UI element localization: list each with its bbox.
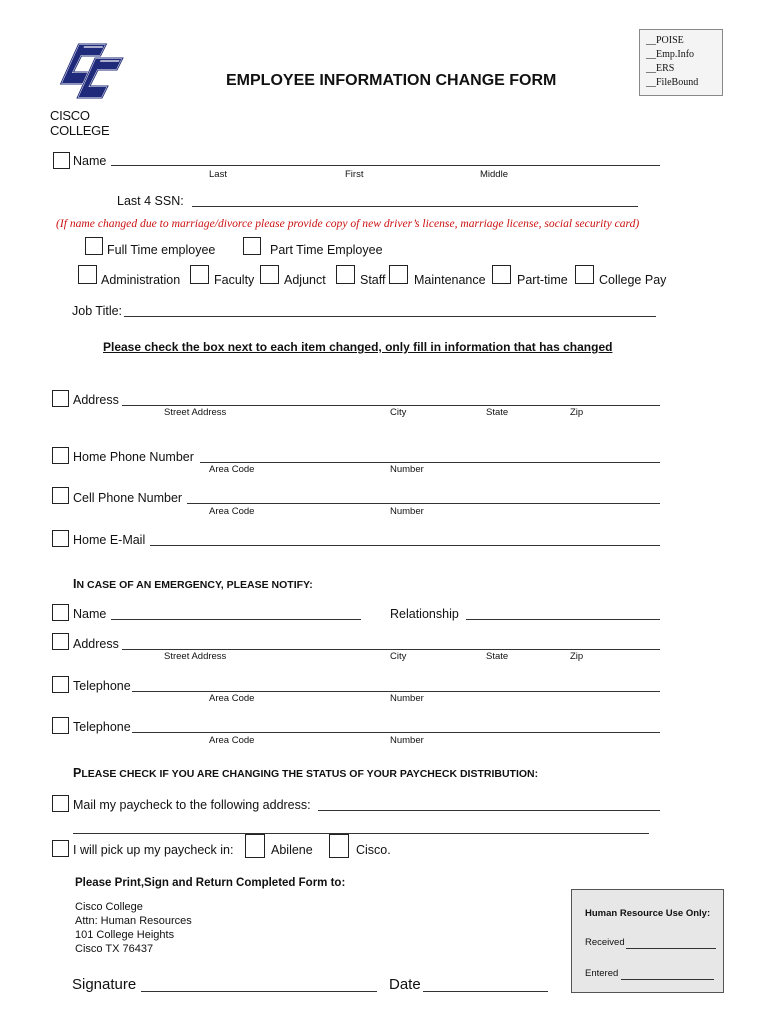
abilene-label: Abilene bbox=[271, 843, 313, 857]
emergency-telephone-1-label: Telephone bbox=[73, 679, 131, 693]
emergency-heading-rest: N CASE OF AN EMERGENCY, PLEASE NOTIFY: bbox=[76, 579, 313, 591]
date-field[interactable] bbox=[423, 991, 548, 992]
emergency-address-checkbox[interactable] bbox=[52, 633, 69, 650]
email-field[interactable] bbox=[150, 545, 660, 546]
routing-filebound: __FileBound bbox=[646, 77, 699, 88]
cell-phone-sub-area-code: Area Code bbox=[209, 506, 255, 517]
return-address-line-3: 101 College Heights bbox=[75, 929, 175, 941]
emergency-telephone-1-sub-number: Number bbox=[390, 693, 424, 704]
hr-received-label: Received bbox=[585, 937, 625, 948]
college-logo bbox=[50, 38, 150, 138]
hr-entered-label: Entered bbox=[585, 968, 619, 979]
part-time-category-label: Part-time bbox=[517, 273, 568, 287]
mail-paycheck-label: Mail my paycheck to the following address: bbox=[73, 798, 311, 812]
emergency-address-label: Address bbox=[73, 637, 119, 651]
name-sub-middle: Middle bbox=[480, 169, 508, 180]
ssn-field[interactable] bbox=[192, 206, 638, 207]
emergency-telephone-2-checkbox[interactable] bbox=[52, 717, 69, 734]
emergency-telephone-2-sub-area-code: Area Code bbox=[209, 735, 255, 746]
adjunct-checkbox[interactable] bbox=[260, 265, 279, 284]
address-field[interactable] bbox=[122, 405, 660, 406]
form-title: EMPLOYEE INFORMATION CHANGE FORM bbox=[226, 72, 557, 89]
emergency-telephone-1-sub-area-code: Area Code bbox=[209, 693, 255, 704]
full-time-label: Full Time employee bbox=[107, 243, 216, 257]
hr-use-box bbox=[571, 889, 724, 993]
mail-paycheck-checkbox[interactable] bbox=[52, 795, 69, 812]
emergency-heading bbox=[73, 576, 313, 592]
cell-phone-label: Cell Phone Number bbox=[73, 491, 183, 505]
email-checkbox[interactable] bbox=[52, 530, 69, 547]
name-sub-last: Last bbox=[209, 169, 227, 180]
mail-paycheck-address-field-2[interactable] bbox=[73, 833, 649, 834]
abilene-checkbox[interactable] bbox=[245, 834, 265, 858]
emergency-address-sub-street: Street Address bbox=[164, 651, 227, 662]
paycheck-heading-initial: P bbox=[73, 766, 82, 780]
administration-checkbox[interactable] bbox=[78, 265, 97, 284]
emergency-heading-initial: I bbox=[73, 577, 77, 591]
hr-received-field[interactable] bbox=[626, 948, 716, 949]
emergency-address-sub-state: State bbox=[486, 651, 509, 662]
address-sub-street: Street Address bbox=[164, 407, 227, 418]
emergency-address-sub-city: City bbox=[390, 651, 407, 662]
address-label: Address bbox=[73, 393, 119, 407]
pickup-paycheck-checkbox[interactable] bbox=[52, 840, 69, 857]
full-time-checkbox[interactable] bbox=[85, 237, 103, 255]
name-label: Name bbox=[73, 154, 107, 168]
part-time-checkbox[interactable] bbox=[243, 237, 261, 255]
hr-use-title: Human Resource Use Only: bbox=[585, 908, 711, 919]
email-label: Home E-Mail bbox=[73, 533, 146, 547]
name-sub-first: First bbox=[345, 169, 364, 180]
return-heading: Please Print,Sign and Return Completed Form to: bbox=[75, 877, 346, 889]
emergency-telephone-2-field[interactable] bbox=[132, 732, 660, 733]
maintenance-checkbox[interactable] bbox=[389, 265, 408, 284]
paycheck-heading bbox=[73, 765, 538, 781]
paycheck-heading-rest: LEASE CHECK IF YOU ARE CHANGING THE STATUS OF YOUR PAYCHECK DISTRIBUTION: bbox=[81, 768, 539, 780]
address-checkbox[interactable] bbox=[52, 390, 69, 407]
emergency-telephone-1-checkbox[interactable] bbox=[52, 676, 69, 693]
name-field[interactable] bbox=[111, 165, 660, 166]
emergency-telephone-2-sub-number: Number bbox=[390, 735, 424, 746]
name-checkbox[interactable] bbox=[53, 152, 70, 169]
faculty-label: Faculty bbox=[214, 273, 255, 287]
emergency-name-field[interactable] bbox=[111, 619, 361, 620]
home-phone-sub-number: Number bbox=[390, 464, 424, 475]
address-sub-state: State bbox=[486, 407, 509, 418]
college-pay-checkbox[interactable] bbox=[575, 265, 594, 284]
return-address bbox=[75, 900, 192, 956]
emergency-telephone-1-field[interactable] bbox=[132, 691, 660, 692]
routing-emp-info: __Emp.Info bbox=[646, 49, 695, 60]
staff-label: Staff bbox=[360, 273, 386, 287]
routing-ers: __ERS bbox=[646, 63, 675, 74]
routing-box bbox=[639, 29, 723, 96]
cisco-checkbox[interactable] bbox=[329, 834, 349, 858]
name-change-notice: (If name changed due to marriage/divorce please provide copy of new driver’s license, marriage license, social security card) bbox=[56, 217, 640, 230]
address-sub-city: City bbox=[390, 407, 407, 418]
maintenance-label: Maintenance bbox=[414, 273, 486, 287]
emergency-address-sub-zip: Zip bbox=[570, 651, 584, 662]
emergency-name-label: Name bbox=[73, 607, 107, 621]
part-time-category-checkbox[interactable] bbox=[492, 265, 511, 284]
part-time-label: Part Time Employee bbox=[270, 243, 383, 257]
staff-checkbox[interactable] bbox=[336, 265, 355, 284]
faculty-checkbox[interactable] bbox=[190, 265, 209, 284]
home-phone-checkbox[interactable] bbox=[52, 447, 69, 464]
home-phone-field[interactable] bbox=[200, 462, 660, 463]
date-label: Date bbox=[389, 976, 421, 993]
routing-poise: __POISE bbox=[646, 35, 684, 46]
pickup-paycheck-label: I will pick up my paycheck in: bbox=[73, 843, 234, 857]
return-address-line-1: Cisco College bbox=[75, 901, 143, 913]
emergency-name-checkbox[interactable] bbox=[52, 604, 69, 621]
cc-logo-graphic bbox=[50, 38, 150, 106]
cell-phone-sub-number: Number bbox=[390, 506, 424, 517]
administration-label: Administration bbox=[101, 273, 181, 287]
signature-field[interactable] bbox=[141, 991, 377, 992]
ssn-label: Last 4 SSN: bbox=[117, 194, 184, 208]
cell-phone-checkbox[interactable] bbox=[52, 487, 69, 504]
instruction-text: Please check the box next to each item changed, only fill in information that has changed bbox=[103, 340, 613, 354]
address-sub-zip: Zip bbox=[570, 407, 584, 418]
emergency-telephone-2-label: Telephone bbox=[73, 720, 131, 734]
mail-paycheck-address-field[interactable] bbox=[318, 810, 660, 811]
home-phone-label: Home Phone Number bbox=[73, 450, 194, 464]
return-address-line-4: Cisco TX 76437 bbox=[75, 943, 154, 955]
cell-phone-field[interactable] bbox=[187, 503, 660, 504]
cisco-label: Cisco. bbox=[356, 843, 391, 857]
relationship-label: Relationship bbox=[390, 607, 459, 621]
college-name: CISCO COLLEGE bbox=[50, 108, 110, 138]
college-pay-label: College Pay bbox=[599, 273, 667, 287]
job-title-field[interactable] bbox=[124, 316, 656, 317]
hr-entered-field[interactable] bbox=[621, 979, 714, 980]
adjunct-label: Adjunct bbox=[284, 273, 326, 287]
relationship-field[interactable] bbox=[466, 619, 660, 620]
emergency-address-field[interactable] bbox=[122, 649, 660, 650]
home-phone-sub-area-code: Area Code bbox=[209, 464, 255, 475]
return-address-line-2: Attn: Human Resources bbox=[75, 915, 192, 927]
job-title-label: Job Title: bbox=[72, 304, 123, 318]
signature-label: Signature bbox=[72, 976, 137, 993]
